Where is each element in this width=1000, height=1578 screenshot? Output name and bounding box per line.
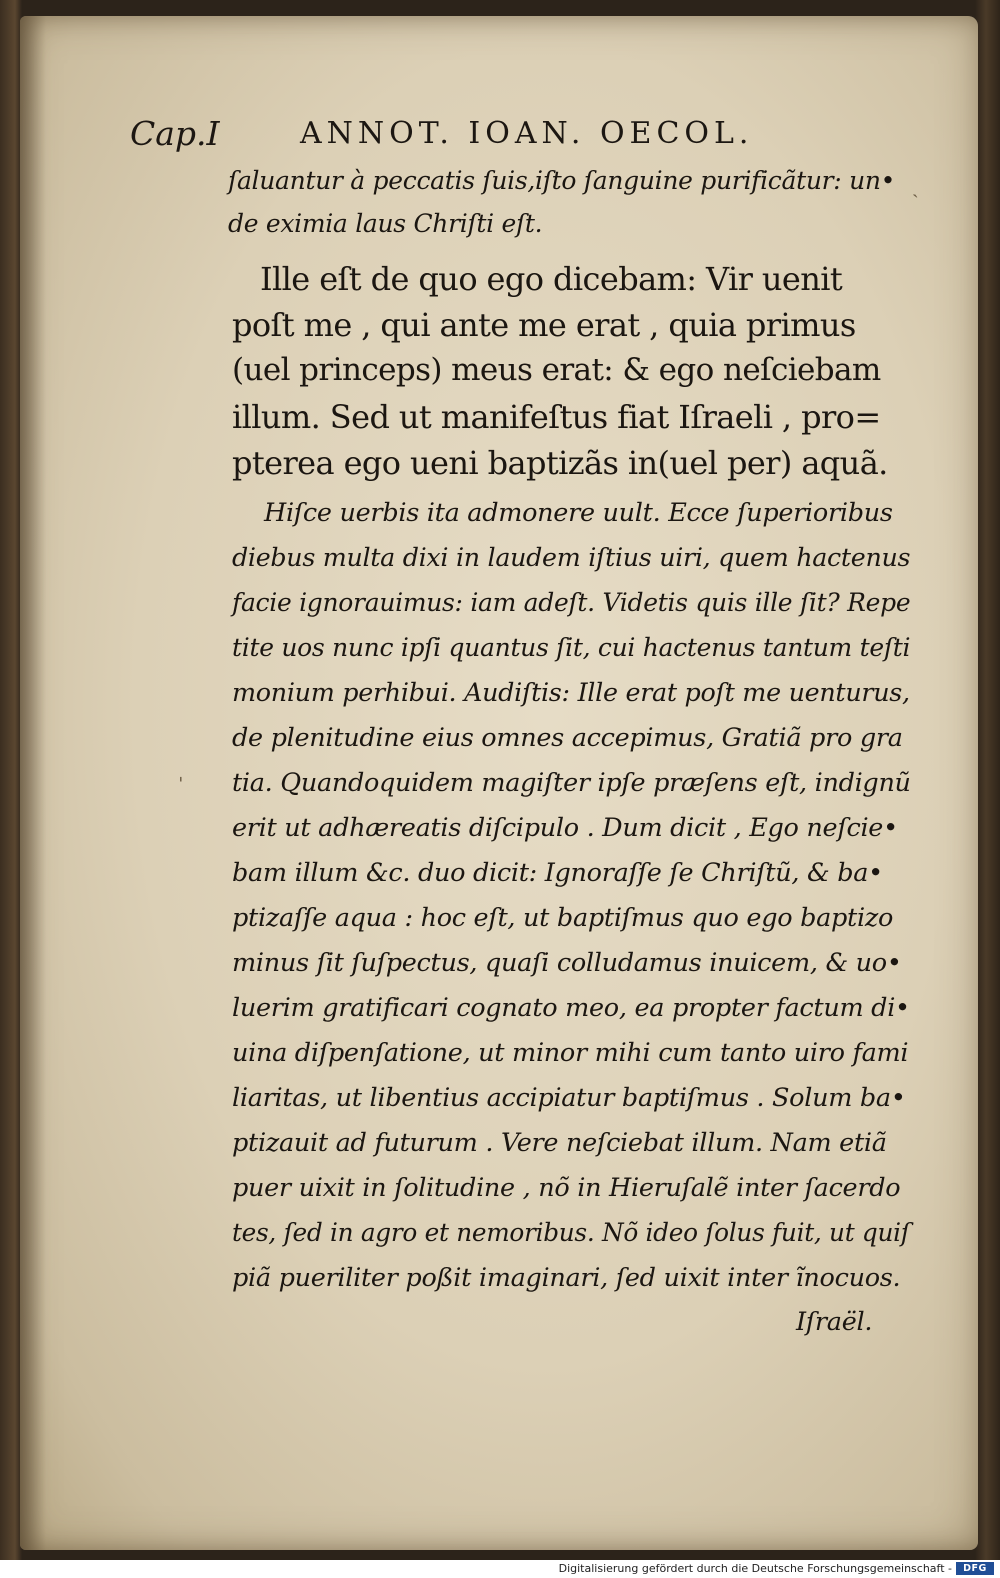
commentary-line: luerim gratificari cognato meo, ea propter factum di• [232,993,910,1023]
running-title: ANNOT. IOAN. OECOL. [300,116,754,151]
commentary-line: ptizauit ad futurum . Vere neſciebat illum. Nam etiã [232,1128,887,1158]
commentary-line: de plenitudine eius omnes accepimus, Gratiã pro gra [232,723,903,753]
commentary-line: Hiſce uerbis ita admonere uult. Ecce ſuperioribus [264,498,893,528]
commentary-line: facie ignorauimus: iam adeſt. Videtis quis ille ſit? Repe [232,588,911,618]
margin-mark: ˎ [912,174,919,198]
paragraph-1-line: ſaluantur à peccatis ſuis,iſto ſanguine purificãtur: un• [228,166,896,195]
paragraph-1-line: de eximia laus Chriſti eſt. [228,209,543,238]
dfg-logo: DFG [956,1562,994,1575]
verse-line: (uel princeps) meus erat: & ego neſciebam [232,352,881,388]
catchword: Iſraël. [796,1307,873,1337]
commentary-line: diebus multa dixi in laudem iſtius uiri, quem hactenus [232,543,911,573]
commentary-line: erit ut adhæreatis diſcipulo . Dum dicit , Ego neſcie• [232,813,898,843]
chapter-label: Cap.I [130,114,220,153]
verse-line: illum. Sed ut manifeſtus fiat Iſraeli , pro= [232,398,881,436]
commentary-line: liaritas, ut libentius accipiatur baptiſmus . Solum ba• [232,1083,906,1113]
verse-line: poſt me , qui ante me erat , quia primus [232,306,856,344]
book-page [20,16,978,1550]
commentary-line: uina diſpenſatione, ut minor mihi cum tanto uiro fami [232,1038,909,1068]
commentary-line: tite uos nunc ipſi quantus ſit, cui hactenus tantum teſti [232,633,911,663]
funding-note: Digitalisierung gefördert durch die Deutsche Forschungsgemeinschaft - [558,1562,952,1575]
commentary-line: piã pueriliter poßit imaginari, ſed uixit inter ĩnocuos. [232,1263,901,1293]
verse-line: pterea ego ueni baptizãs in(uel per) aquã. [232,444,888,482]
commentary-line: tes, ſed in agro et nemoribus. Nõ ideo ſolus fuit, ut quiſ [232,1218,910,1248]
digitization-footer [0,1560,1000,1578]
commentary-line: monium perhibui. Audiſtis: Ille erat poſt me uenturus, [232,678,910,708]
verse-line: Ille eſt de quo ego dicebam: Vir uenit [260,260,843,298]
commentary-line: puer uixit in ſolitudine , nõ in Hieruſalẽ inter ſacerdo [232,1173,901,1203]
page-header [130,114,850,164]
commentary-line: bam illum &c. duo dicit: Ignoraſſe ſe Chriſtũ, & ba• [232,858,883,888]
margin-mark: ˌ [178,760,184,784]
commentary-line: tia. Quandoquidem magiſter ipſe præſens eſt, indignũ [232,768,911,798]
commentary-line: ptizaſſe aqua : hoc eſt, ut baptiſmus quo ego baptizo [232,903,894,933]
commentary-line: minus ſit ſuſpectus, quaſi colludamus inuicem, & uo• [232,948,902,978]
